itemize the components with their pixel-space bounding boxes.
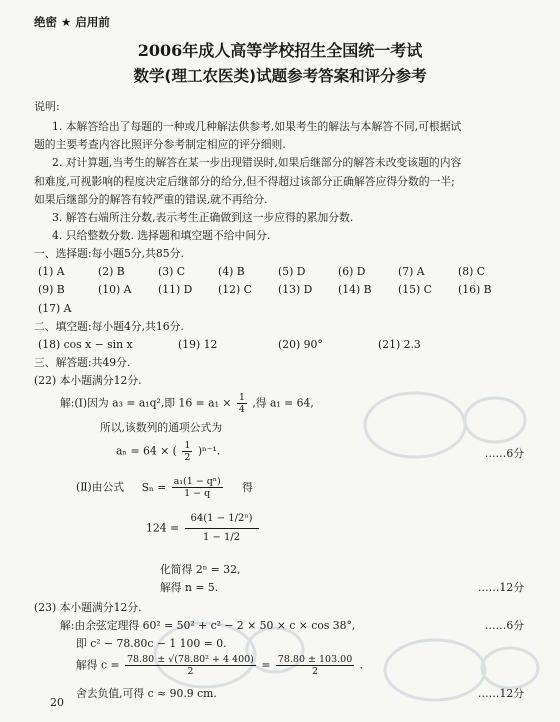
fraction: $\frac{78.80 \pm 103.00}{2}$ xyxy=(277,654,353,677)
choice-answer: (14) B xyxy=(338,283,372,297)
notes-heading: 说明: xyxy=(34,100,60,113)
q22-score-2: ……12分 xyxy=(477,581,524,594)
q23-line-2: 即 c² − 78.80c − 1 100 = 0. xyxy=(76,637,227,650)
choice-answer: (2) B xyxy=(98,265,125,279)
section-choice-heading: 一、选择题:每小题5分,共85分. xyxy=(34,247,184,260)
choice-answer: (6) D xyxy=(338,265,366,279)
q22-line-5: 124 = $\frac{\text{64(1 − 1/2ⁿ)}}{1 - 1/2}$ xyxy=(146,510,261,547)
note-4: 4. 只给整数分数. 选择题和填空题不给中间分. xyxy=(52,229,271,243)
section-fill xyxy=(34,318,534,354)
note-2-line-2: 和难度,可视影响的程度决定后继部分的给分,但不得超过该部分正确解答应得分数的一半; xyxy=(34,174,455,188)
q22-line-4: (Ⅱ)由公式 Sₙ = $\frac{\text{a₁(1 − qⁿ)}}{1 - q}$ 得 xyxy=(76,476,253,499)
q23-score-2: ……12分 xyxy=(477,687,524,700)
q22-line-7: 解得 n = 5. xyxy=(160,581,219,594)
q22-line-6: 化简得 2ⁿ = 32, xyxy=(160,563,241,576)
note-2-line-3: 如果后继部分的解答有较严重的错误,就不再给分. xyxy=(34,192,268,206)
choice-answer: (9) B xyxy=(38,283,65,297)
choice-answer: (1) A xyxy=(38,265,65,279)
q23-score-1: ……6分 xyxy=(484,619,524,632)
q23-line-3: 解得 c = $\frac{\text{78.80 ± √(78.80² + 4 400)}}{2}$ = $\frac{78.80 \pm 103.00}{2}$ . xyxy=(76,654,364,677)
choice-row-3 xyxy=(34,300,534,318)
choice-answer: (15) C xyxy=(398,283,432,297)
fraction: $\frac{1}{4}$ xyxy=(238,392,245,415)
choice-row-2 xyxy=(34,281,534,299)
choice-answer: (11) D xyxy=(158,283,193,297)
secret-label: 绝密 ★ 启用前 xyxy=(34,15,110,29)
note-2-line-1: 2. 对计算题,当考生的解答在某一步出现错误时,如果后继部分的解答未改变该题的内容 xyxy=(52,156,462,170)
q22-heading: (22) 本小题满分12分. xyxy=(34,374,142,387)
fill-answer: (21) 2.3 xyxy=(378,338,421,352)
section-fill-heading: 二、填空题:每小题4分,共16分. xyxy=(34,320,184,333)
fill-answer: (19) 12 xyxy=(178,338,218,352)
document-title: 2006年成人高等学校招生全国统一考试 xyxy=(137,41,423,60)
choice-answer: (8) C xyxy=(458,265,485,279)
section-choice xyxy=(34,245,534,318)
note-1-line-1: 1. 本解答给出了每题的一种或几种解法供参考,如果考生的解法与本解答不同,可根据试 xyxy=(52,120,462,133)
q22-line-1 xyxy=(60,392,314,415)
q22-score-1: ……6分 xyxy=(484,447,524,460)
note-3: 3. 解答右端所注分数,表示考生正确做到这一步应得的累加分数. xyxy=(52,211,354,225)
choice-row-1 xyxy=(34,263,534,281)
choice-answer: (13) D xyxy=(278,283,313,297)
document-subtitle: 数学(理工农医类)试题参考答案和评分参考 xyxy=(133,67,427,85)
choice-answer: (12) C xyxy=(218,283,252,297)
choice-answer: (5) D xyxy=(278,265,306,279)
q22-line-3: aₙ = 64 × ( $\frac{1}{2}$ )ⁿ⁻¹. xyxy=(116,440,221,463)
q23-line-4: 舍去负值,可得 c ≈ 90.9 cm. xyxy=(76,687,217,700)
choice-answer: (10) A xyxy=(98,283,132,297)
fill-answer: (18) cos x − sin x xyxy=(38,338,133,352)
note-1-line-2: 题的主要考查内容比照评分参考制定相应的评分细则. xyxy=(34,138,286,152)
fill-answers xyxy=(34,336,534,354)
page-number: 20 xyxy=(50,696,64,709)
q22-line-1-post: ,得 a₁ = 64, xyxy=(252,396,314,410)
fraction: $\frac{\text{64(1 − 1/2ⁿ)}}{1 - 1/2}$ xyxy=(185,510,259,547)
choice-answer: (16) B xyxy=(458,283,492,297)
watermark-logo xyxy=(380,630,550,710)
choice-answer: (7) A xyxy=(398,265,425,279)
q22-line-1-text: 解:(Ⅰ)因为 a₃ = a₁q²,即 16 = a₁ × xyxy=(60,396,232,410)
fraction: $\frac{1}{2}$ xyxy=(184,440,191,463)
choice-answer: (17) A xyxy=(38,301,72,315)
fraction: $\frac{\text{a₁(1 − qⁿ)}}{1 - q}$ xyxy=(173,476,221,499)
notes-body xyxy=(34,118,534,245)
choice-answer: (4) B xyxy=(218,265,245,279)
q23-line-1: 解:由余弦定理得 60² = 50² + c² − 2 × 50 × c × cos 38°, xyxy=(60,619,356,632)
q23-heading: (23) 本小题满分12分. xyxy=(34,601,142,614)
fraction: $\frac{\text{78.80 ± √(78.80² + 4 400)}}{2}$ xyxy=(127,654,254,677)
section-solve-heading: 三、解答题:共49分. xyxy=(34,356,131,369)
fill-answer: (20) 90° xyxy=(278,338,323,352)
choice-answer: (3) C xyxy=(158,265,185,279)
q22-line-2: 所以,该数列的通项公式为 xyxy=(100,421,223,434)
